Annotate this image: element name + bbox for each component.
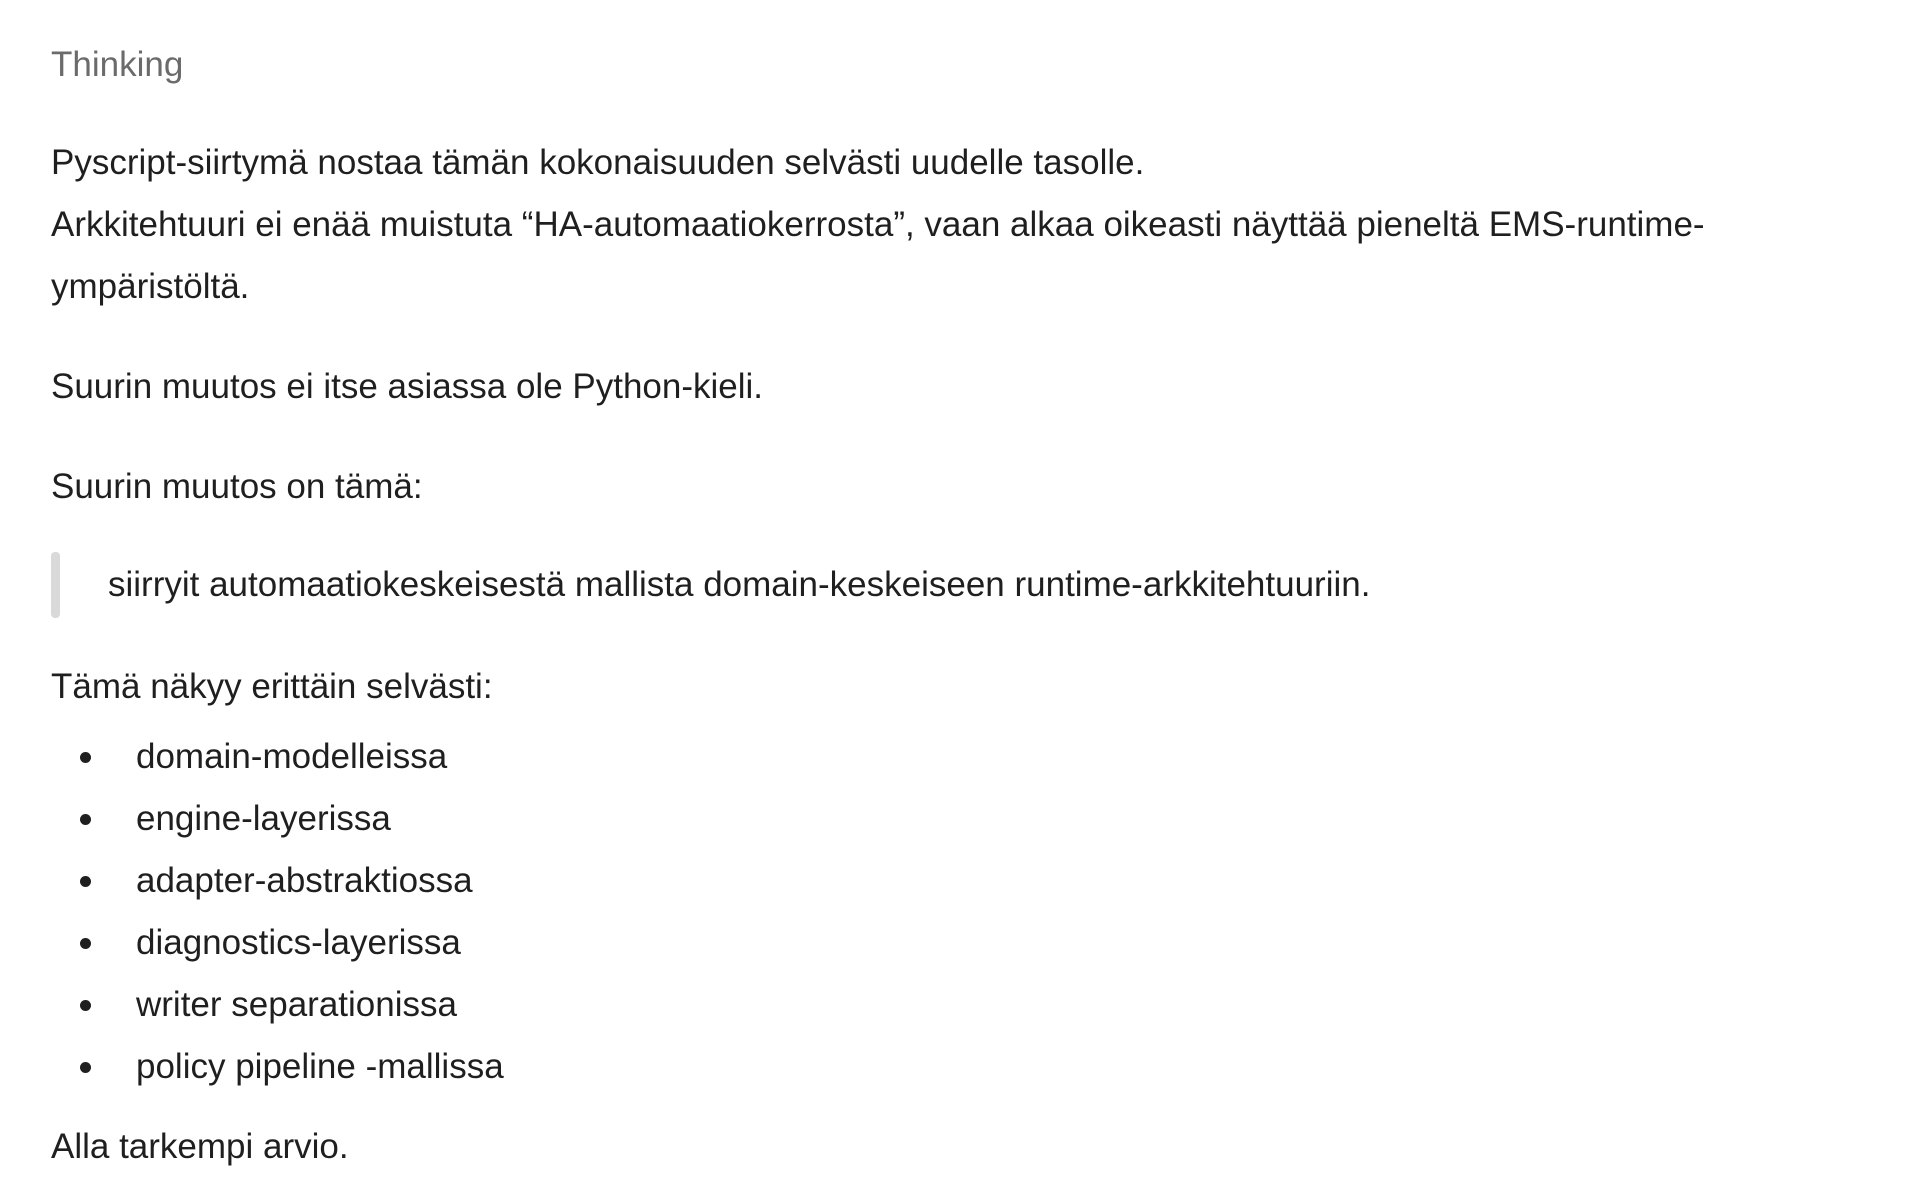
bullet-icon: [80, 752, 91, 763]
list-item-text: adapter-abstraktiossa: [136, 861, 473, 900]
list-item-text: domain-modelleissa: [136, 737, 448, 776]
list-item: [51, 788, 1920, 850]
blockquote-text: siirryit automaatiokeskeisestä mallista domain-keskeiseen runtime-arkkitehtuuriin.: [108, 565, 1371, 604]
paragraph-python: Suurin muutos ei itse asiassa ole Python-kieli.: [51, 367, 764, 406]
intro-line-1: Pyscript-siirtymä nostaa tämän kokonaisuuden selvästi uudelle tasolle.: [51, 143, 1145, 182]
list-intro: Tämä näkyy erittäin selvästi:: [51, 667, 493, 706]
bullet-list: [51, 726, 1920, 1098]
intro-paragraph: [51, 132, 1891, 318]
list-item-text: engine-layerissa: [136, 799, 391, 838]
bullet-icon: [80, 876, 91, 887]
bullet-icon: [80, 938, 91, 949]
blockquote: [51, 552, 1920, 618]
thinking-label[interactable]: Thinking: [51, 45, 184, 84]
list-item-text: policy pipeline -mallissa: [136, 1047, 504, 1086]
list-item: [51, 974, 1920, 1036]
list-item: [51, 726, 1920, 788]
outro-paragraph: Alla tarkempi arvio.: [51, 1127, 349, 1166]
blockquote-bar: [51, 552, 60, 618]
list-item: [51, 850, 1920, 912]
list-item: [51, 912, 1920, 974]
bullet-icon: [80, 1062, 91, 1073]
bullet-icon: [80, 1000, 91, 1011]
paragraph-main-change: Suurin muutos on tämä:: [51, 467, 423, 506]
list-item-text: writer separationissa: [136, 985, 457, 1024]
intro-line-2: Arkkitehtuuri ei enää muistuta “HA-automaatiokerrosta”, vaan alkaa oikeasti näyttää pieneltä EMS-runtime-ympäristöltä.: [51, 205, 1705, 306]
bullet-icon: [80, 814, 91, 825]
list-item-text: diagnostics-layerissa: [136, 923, 461, 962]
list-item: [51, 1036, 1920, 1098]
